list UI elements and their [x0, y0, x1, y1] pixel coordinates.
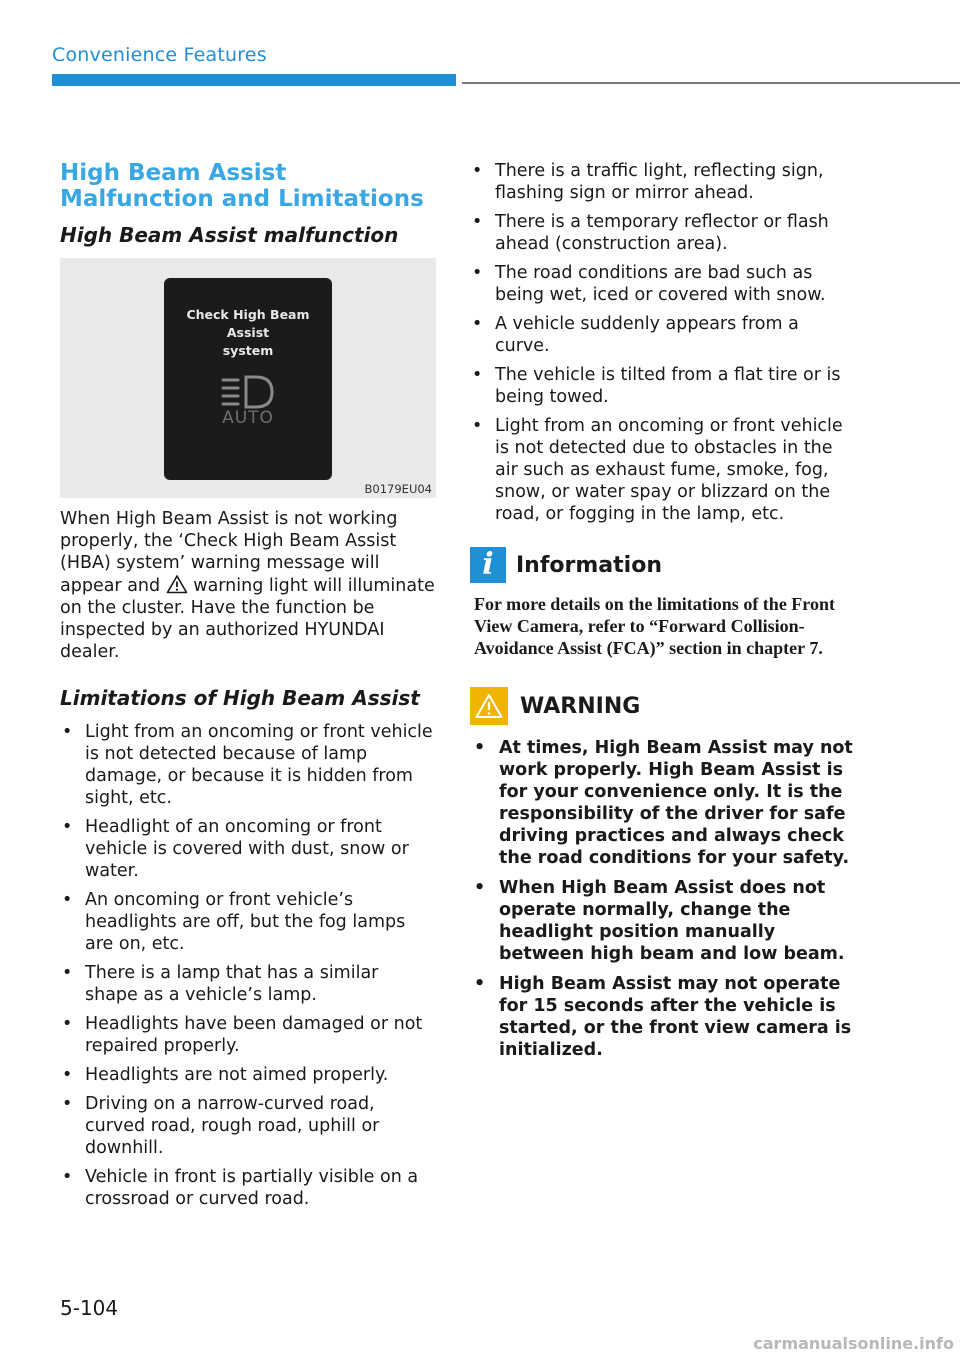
- information-text: For more details on the limitations of the Front View Camera, refer to “Forward Collision-Avoidance Assist (FCA)” section in chapter 7.: [474, 594, 835, 658]
- information-title: Information: [516, 552, 662, 578]
- right-column: [470, 160, 856, 1069]
- list-item: • High Beam Assist may not operate for 15 seconds after the vehicle is started, or the front view camera is initialized.: [470, 973, 856, 1061]
- list-item: • Headlights are not aimed properly.: [60, 1064, 436, 1086]
- list-item: • Driving on a narrow-curved road, curved road, rough road, uphill or downhill.: [60, 1093, 436, 1159]
- list-item: • An oncoming or front vehicle’s headlights are off, but the fog lamps are on, etc.: [60, 889, 436, 955]
- malfunction-text-before: When High Beam Assist is not working properly, the ‘Check High Beam Assist (HBA) system’ warning message will appear and: [60, 509, 398, 596]
- figure-code: B0179EU04: [364, 482, 432, 496]
- page-number: 5-104: [60, 1296, 119, 1320]
- list-item: • Vehicle in front is partially visible on a crossroad or curved road.: [60, 1166, 436, 1210]
- list-item: • When High Beam Assist does not operate normally, change the headlight position manually between high beam and low beam.: [470, 877, 856, 965]
- malfunction-text-after: warning light will illuminate on the cluster. Have the function be inspected by an authorized HYUNDAI dealer.: [60, 576, 435, 662]
- malfunction-heading: High Beam Assist malfunction: [60, 223, 399, 247]
- left-column: [60, 160, 436, 1217]
- cluster-screen: [164, 278, 332, 480]
- auto-high-beam-icon: [220, 374, 276, 410]
- cluster-message-line2: system: [222, 343, 274, 358]
- auto-label: AUTO: [222, 408, 274, 428]
- list-item: • A vehicle suddenly appears from a curve.: [470, 313, 856, 357]
- information-icon: i: [470, 547, 506, 583]
- list-item: • Light from an oncoming or front vehicle is not detected due to obstacles in the air such as exhaust fume, smoke, fog, snow, or water spay or blizzard on the road, or fogging in the lamp, etc.: [470, 415, 856, 525]
- cluster-figure: [60, 258, 436, 498]
- malfunction-paragraph: [60, 508, 436, 663]
- warning-list: [470, 737, 856, 1061]
- header-rule-blue: [52, 74, 456, 86]
- page-header-title: Convenience Features: [52, 44, 267, 66]
- cluster-message: [164, 306, 332, 360]
- warning-triangle-icon: [166, 574, 188, 594]
- list-item: • There is a lamp that has a similar shape as a vehicle’s lamp.: [60, 962, 436, 1006]
- watermark: carmanualsonline.info: [753, 1334, 954, 1353]
- section-title: High Beam Assist Malfunction and Limitations: [60, 160, 424, 212]
- list-item: • The road conditions are bad such as being wet, iced or covered with snow.: [470, 262, 856, 306]
- list-item: • There is a traffic light, reflecting sign, flashing sign or mirror ahead.: [470, 160, 856, 204]
- list-item: • Light from an oncoming or front vehicle is not detected because of lamp damage, or because it is hidden from sight, etc.: [60, 721, 436, 809]
- header-rule-grey: [462, 82, 960, 84]
- warning-title: WARNING: [520, 693, 641, 719]
- list-item: • Headlights have been damaged or not repaired properly.: [60, 1013, 436, 1057]
- list-item: • At times, High Beam Assist may not work properly. High Beam Assist is for your convenience only. It is the responsibility of the driver for safe driving practices and always check the road conditions for your safety.: [470, 737, 856, 869]
- list-item: • Headlight of an oncoming or front vehicle is covered with dust, snow or water.: [60, 816, 436, 882]
- cluster-message-line1: Check High Beam Assist: [186, 307, 310, 340]
- limitations-list-continued: [470, 160, 856, 525]
- warning-icon: [470, 687, 508, 725]
- limitations-list: [60, 721, 436, 1210]
- list-item: • There is a temporary reflector or flash ahead (construction area).: [470, 211, 856, 255]
- list-item: • The vehicle is tilted from a flat tire or is being towed.: [470, 364, 856, 408]
- information-header: [470, 547, 856, 583]
- limitations-heading: Limitations of High Beam Assist: [60, 686, 420, 710]
- warning-header: [470, 687, 856, 725]
- warning-triangle-icon: [474, 692, 504, 720]
